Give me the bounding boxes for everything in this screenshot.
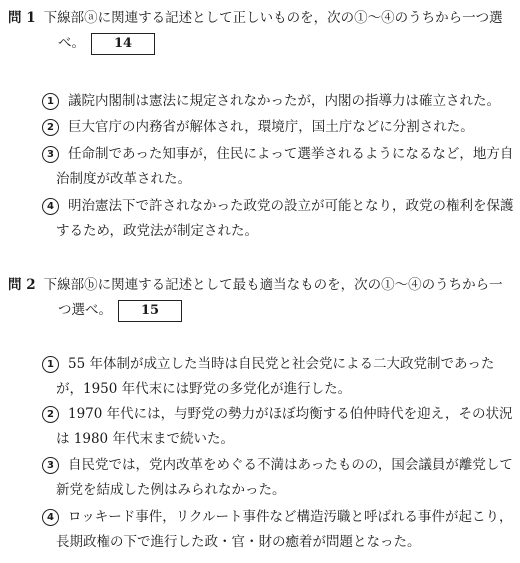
choice-text: 任命制であった知事が，住民によって選挙されるようになるなど，地方自 xyxy=(68,146,514,162)
question-1-header xyxy=(8,6,503,56)
choice-text-continued: 新党を結成した例はみられなかった。 xyxy=(56,482,286,498)
question-2-prompt-line1: 下線部ⓑに関連する記述として最も適当なものを，次の①～④のうちから一 xyxy=(43,277,503,293)
choice-text: 議院内閣制は憲法に規定されなかったが，内閣の指導力は確立された。 xyxy=(68,93,500,109)
choice-number-icon: 2 xyxy=(42,119,59,136)
choice-number-icon: 3 xyxy=(42,146,59,163)
choice-text: 自民党では，党内改革をめぐる不満はあったものの，国会議員が離党して xyxy=(68,457,513,473)
q2-choice-2 xyxy=(42,402,513,452)
question-2-prompt-line2: つ選べ。 xyxy=(58,302,112,318)
answer-box-15: 15 xyxy=(118,300,182,322)
choice-text-continued: 長期政権の下で進行した政・官・財の癒着が問題となった。 xyxy=(56,534,421,550)
question-1-prompt-line2: べ。 xyxy=(58,35,85,51)
q1-choice-2 xyxy=(42,115,507,140)
choice-text-continued: が，1950 年代末には野党の多党化が進行した。 xyxy=(56,381,352,397)
choice-number-icon: 4 xyxy=(42,509,59,526)
question-2-header xyxy=(8,273,503,323)
choice-text: 巨大官庁の内務省が解体され，環境庁，国土庁などに分割された。 xyxy=(68,119,474,135)
choice-number-icon: 1 xyxy=(42,356,59,373)
choice-text: 1970 年代には，与野党の勢力がほぼ均衡する伯仲時代を迎え，その状況 xyxy=(68,406,513,422)
q1-choice-3 xyxy=(42,142,514,192)
q2-choice-4 xyxy=(42,505,513,555)
answer-box-14: 14 xyxy=(91,33,155,55)
choice-text: ロッキード事件，リクルート事件など構造汚職と呼ばれる事件が起こり， xyxy=(68,509,513,525)
q2-choice-3 xyxy=(42,453,513,503)
choice-text: 55 年体制が成立した当時は自民党と社会党による二大政党制であった xyxy=(68,356,495,372)
q2-choice-1 xyxy=(42,352,507,402)
choice-number-icon: 4 xyxy=(42,198,59,215)
question-1-prompt-line1: 下線部ⓐに関連する記述として正しいものを，次の①～④のうちから一つ選 xyxy=(43,10,503,26)
question-1-label: 問 1 xyxy=(8,10,36,26)
question-2-label: 問 2 xyxy=(8,277,36,293)
choice-text-continued: は 1980 年代末まで続いた。 xyxy=(56,431,234,447)
choice-text-continued: するため，政党法が制定された。 xyxy=(56,223,258,239)
choice-number-icon: 2 xyxy=(42,406,59,423)
q1-choice-4 xyxy=(42,194,514,244)
choice-number-icon: 1 xyxy=(42,93,59,110)
q1-choice-1 xyxy=(42,89,507,114)
choice-text: 明治憲法下で許されなかった政党の設立が可能となり，政党の権利を保護 xyxy=(68,198,514,214)
choice-number-icon: 3 xyxy=(42,457,59,474)
choice-text-continued: 治制度が改革された。 xyxy=(56,171,191,187)
